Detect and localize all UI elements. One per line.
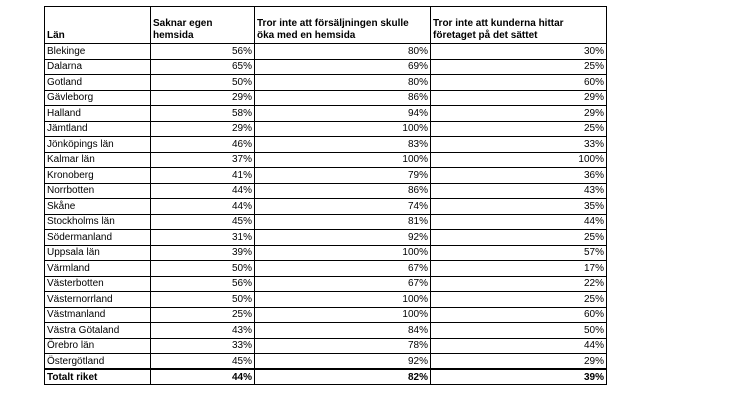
table-row [45,90,607,106]
cell-forsaljning: 83% [255,137,431,153]
cell-kunderna: 25% [431,230,607,246]
cell-lan: Västernorrland [45,292,151,308]
cell-kunderna: 25% [431,59,607,75]
cell-lan: Södermanland [45,230,151,246]
data-table [44,6,607,385]
cell-saknar-hemsida: 44% [151,199,255,215]
cell-forsaljning: 92% [255,354,431,370]
table-row [45,276,607,292]
cell-forsaljning: 80% [255,44,431,60]
cell-saknar-hemsida: 45% [151,214,255,230]
cell-forsaljning: 81% [255,214,431,230]
cell-kunderna: 60% [431,75,607,91]
cell-forsaljning: 67% [255,276,431,292]
table-row [45,75,607,91]
cell-lan: Västerbotten [45,276,151,292]
cell-kunderna: 17% [431,261,607,277]
cell-forsaljning: 79% [255,168,431,184]
cell-lan: Jönköpings län [45,137,151,153]
cell-kunderna: 35% [431,199,607,215]
cell-forsaljning: 86% [255,183,431,199]
cell-forsaljning: 74% [255,199,431,215]
cell-kunderna: 22% [431,276,607,292]
cell-saknar-hemsida: 31% [151,230,255,246]
cell-saknar-hemsida: 29% [151,121,255,137]
cell-forsaljning: 100% [255,292,431,308]
cell-saknar-hemsida: 41% [151,168,255,184]
cell-saknar-hemsida: 44% [151,183,255,199]
table-row [45,121,607,137]
cell-lan: Stockholms län [45,214,151,230]
cell-lan: Skåne [45,199,151,215]
cell-saknar-hemsida: 33% [151,338,255,354]
cell-kunderna: 44% [431,338,607,354]
total-cell-kunderna: 39% [431,369,607,385]
cell-kunderna: 30% [431,44,607,60]
cell-kunderna: 100% [431,152,607,168]
table-row [45,338,607,354]
cell-kunderna: 25% [431,121,607,137]
cell-kunderna: 29% [431,90,607,106]
cell-forsaljning: 78% [255,338,431,354]
table-header [45,7,607,44]
cell-lan: Västra Götaland [45,323,151,339]
header-row [45,7,607,44]
cell-kunderna: 25% [431,292,607,308]
cell-forsaljning: 69% [255,59,431,75]
cell-saknar-hemsida: 46% [151,137,255,153]
table-row [45,214,607,230]
cell-forsaljning: 84% [255,323,431,339]
cell-kunderna: 29% [431,354,607,370]
total-cell-saknar-hemsida: 44% [151,369,255,385]
cell-forsaljning: 100% [255,307,431,323]
total-row [45,369,607,385]
cell-saknar-hemsida: 50% [151,75,255,91]
cell-kunderna: 36% [431,168,607,184]
table-row [45,106,607,122]
cell-forsaljning: 86% [255,90,431,106]
table-row [45,230,607,246]
cell-forsaljning: 100% [255,121,431,137]
cell-lan: Kronoberg [45,168,151,184]
cell-lan: Norrbotten [45,183,151,199]
table-row [45,354,607,370]
table-body [45,44,607,385]
table-row [45,183,607,199]
cell-forsaljning: 94% [255,106,431,122]
table-row [45,168,607,184]
cell-forsaljning: 80% [255,75,431,91]
cell-kunderna: 57% [431,245,607,261]
cell-saknar-hemsida: 50% [151,261,255,277]
cell-kunderna: 50% [431,323,607,339]
cell-forsaljning: 92% [255,230,431,246]
cell-saknar-hemsida: 50% [151,292,255,308]
table-row [45,59,607,75]
table-row [45,44,607,60]
cell-forsaljning: 100% [255,152,431,168]
cell-saknar-hemsida: 25% [151,307,255,323]
cell-lan: Gotland [45,75,151,91]
header-forsaljning: Tror inte att försäljningen skulle öka med en hemsida [255,7,431,44]
cell-kunderna: 44% [431,214,607,230]
cell-kunderna: 29% [431,106,607,122]
total-cell-forsaljning: 82% [255,369,431,385]
cell-kunderna: 43% [431,183,607,199]
cell-lan: Kalmar län [45,152,151,168]
cell-lan: Uppsala län [45,245,151,261]
table-row [45,323,607,339]
cell-forsaljning: 100% [255,245,431,261]
table-row [45,199,607,215]
cell-kunderna: 33% [431,137,607,153]
cell-lan: Halland [45,106,151,122]
cell-lan: Värmland [45,261,151,277]
table-row [45,292,607,308]
cell-lan: Östergötland [45,354,151,370]
cell-kunderna: 60% [431,307,607,323]
total-cell-lan: Totalt riket [45,369,151,385]
cell-forsaljning: 67% [255,261,431,277]
cell-saknar-hemsida: 39% [151,245,255,261]
cell-saknar-hemsida: 37% [151,152,255,168]
cell-lan: Jämtland [45,121,151,137]
cell-saknar-hemsida: 65% [151,59,255,75]
cell-saknar-hemsida: 56% [151,44,255,60]
cell-saknar-hemsida: 56% [151,276,255,292]
header-saknar-hemsida: Saknar egen hemsida [151,7,255,44]
cell-saknar-hemsida: 29% [151,90,255,106]
header-lan: Län [45,7,151,44]
table-row [45,245,607,261]
table-row [45,152,607,168]
header-kunderna: Tror inte att kunderna hittar företaget på det sättet [431,7,607,44]
cell-lan: Dalarna [45,59,151,75]
cell-lan: Blekinge [45,44,151,60]
cell-saknar-hemsida: 58% [151,106,255,122]
table-row [45,261,607,277]
cell-saknar-hemsida: 43% [151,323,255,339]
cell-lan: Västmanland [45,307,151,323]
cell-lan: Gävleborg [45,90,151,106]
table-row [45,307,607,323]
cell-saknar-hemsida: 45% [151,354,255,370]
table-row [45,137,607,153]
cell-lan: Örebro län [45,338,151,354]
